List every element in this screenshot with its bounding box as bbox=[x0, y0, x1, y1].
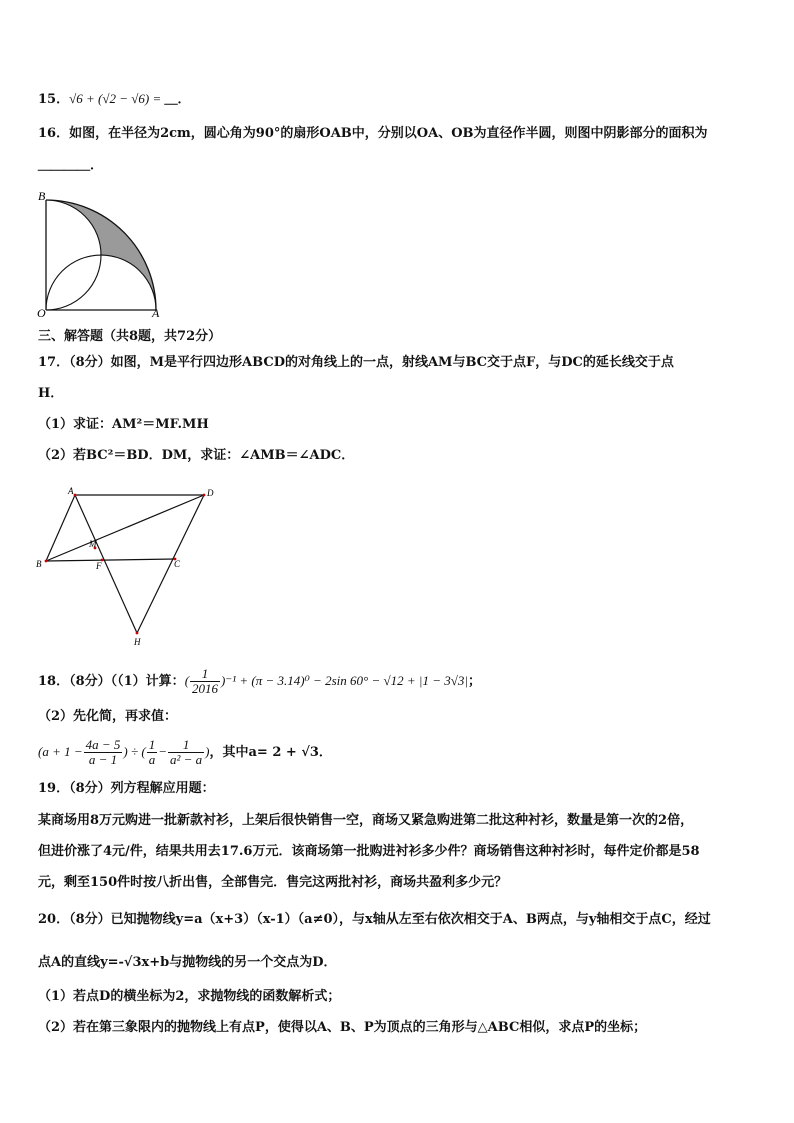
question-16-line-2: ＿＿＿＿． bbox=[38, 158, 104, 173]
question-17-part-2: （2）若BC²＝BD．DM，求证：∠AMB＝∠ADC． bbox=[38, 448, 355, 463]
question-19-heading: 19．（8分）列方程解应用题： bbox=[38, 781, 215, 796]
simplify-fraction-3: $\frac{1}{\text{a² − a}}$ bbox=[169, 737, 203, 767]
label-d: D bbox=[207, 488, 214, 498]
question-19-line-3: 元，剩至150件时按八折出售，全部售完．售完这两批衬衫，商场共盈利多少元？ bbox=[38, 875, 508, 890]
label-f: F bbox=[96, 561, 102, 571]
simplify-fraction-2: $\frac{1}{a}$ bbox=[148, 737, 156, 767]
label-a: A bbox=[152, 306, 160, 318]
side-dc-extended bbox=[137, 495, 204, 633]
calc-fraction: $\frac{1}{2016}$ bbox=[192, 666, 219, 696]
question-20-part-1: （1）若点D的横坐标为2，求抛物线的函数解析式； bbox=[38, 989, 341, 1004]
diagonal-bd bbox=[46, 495, 204, 561]
question-19-line-1: 某商场用8万元购进一批新款衬衫，上架后很快销售一空，商场又紧急购进第二批这种衬衫，数量是第一次的2倍， bbox=[38, 813, 694, 828]
q15-number: 15． bbox=[38, 92, 70, 107]
side-bc bbox=[46, 559, 175, 561]
q16-answer-blank: ＿＿＿＿ bbox=[38, 158, 91, 173]
label-o: O bbox=[37, 306, 46, 318]
q15-answer-blank: ＿ bbox=[164, 92, 178, 107]
question-17-part-1: （1）求证：AM²＝MF.MH bbox=[38, 417, 209, 432]
point-h bbox=[136, 632, 139, 635]
label-b: B bbox=[38, 189, 46, 203]
question-16-line-1: 16．如图，在半径为2cm，圆心角为90°的扇形OAB中，分别以OA、OB为直径作半圆，则图中阴影部分的面积为 bbox=[38, 126, 708, 141]
point-b bbox=[45, 560, 48, 563]
question-20-line-2: 点A的直线y=-√3x+b与抛物线的另一个交点为D． bbox=[38, 955, 337, 970]
q16-figure bbox=[36, 186, 176, 318]
point-d bbox=[203, 494, 206, 497]
label-a: A bbox=[68, 486, 74, 496]
simplify-fraction-1: $\frac{4a - 5}{a - 1}$ bbox=[85, 737, 121, 767]
calc-expression: )⁻¹ + (π − 3.14)⁰ − 2sin 60° − √12 + |1 − 3√3| bbox=[221, 673, 468, 688]
label-b: B bbox=[36, 559, 42, 569]
label-m: M bbox=[89, 539, 97, 549]
question-18-simplify: (a + 1 − $\frac{4a - 5}{a - 1}$ ) ÷ ( $\frac{1}{a}$ − $\frac{1}{\text{a² − a}}$ )，其中a= 2 + √3． bbox=[38, 737, 332, 767]
question-17-line-1: 17．（8分）如图，M是平行四边形ABCD的对角线上的一点，射线AM与BC交于点F，与DC的延长线交于点 bbox=[38, 355, 674, 370]
question-20-part-2: （2）若在第三象限内的抛物线上有点P，使得以A、B、P为顶点的三角形与△ABC相似，求点P的坐标； bbox=[38, 1020, 647, 1035]
question-20-line-1: 20．（8分）已知抛物线y=a（x+3）（x-1）（a≠0），与x轴从左至右依次相交于A、B两点，与y轴相交于点C，经过 bbox=[38, 912, 711, 927]
label-h: H bbox=[134, 637, 141, 647]
ray-ah bbox=[75, 495, 137, 633]
question-18-part-2: （2）先化简，再求值： bbox=[38, 709, 178, 724]
point-a bbox=[74, 494, 77, 497]
simplify-condition: ，其中a= 2 + √3． bbox=[209, 745, 332, 760]
q17-figure bbox=[34, 485, 224, 650]
section-3-title: 三、解答题（共8题，共72分） bbox=[38, 329, 222, 344]
label-c: C bbox=[174, 559, 181, 569]
question-18-line-1: 18．（8分）（（1）计算：( $\frac{1}{2016}$ )⁻¹ + (π − 3.14)⁰ − 2sin 60° − √12 + |1 − 3√3|； bbox=[38, 666, 481, 696]
question-17-line-2: H． bbox=[38, 386, 64, 401]
question-15: 15．√6 + (√2 − √6) = ＿． bbox=[38, 91, 191, 107]
question-19-line-2: 但进价涨了4元/件，结果共用去17.6万元．该商场第一批购进衬衫多少件？商场销售这种衬衫时，每件定价都是58 bbox=[38, 844, 700, 859]
q15-expression: √6 + (√2 − √6) = bbox=[69, 91, 165, 106]
